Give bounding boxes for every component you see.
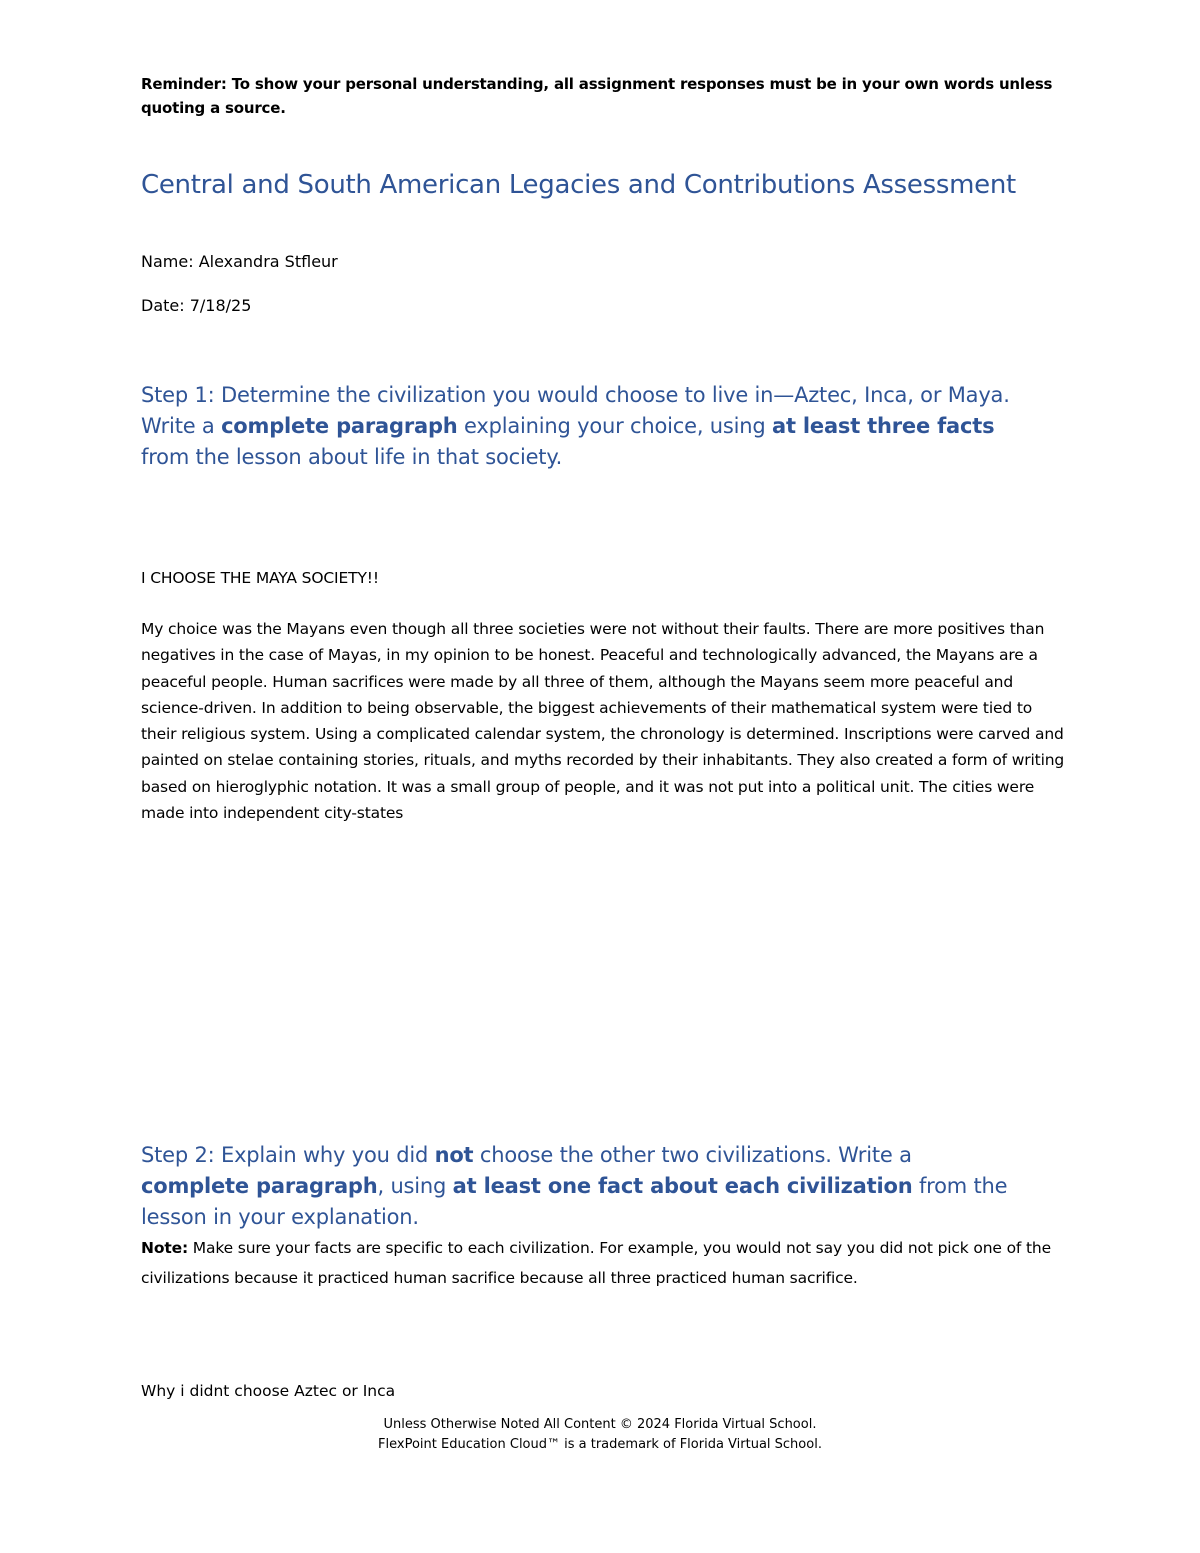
step-2-text-b: choose the other two civilizations. Write a — [473, 1143, 912, 1167]
reminder-notice — [141, 72, 1061, 120]
step-2-bold-c: at least one fact about each civilization — [452, 1174, 913, 1198]
step-1-text-b: explaining your choice, using — [457, 414, 772, 438]
step-1-bold-b: at least three facts — [772, 414, 995, 438]
answer-2-heading: Why i didnt choose Aztec or Inca — [141, 1382, 396, 1400]
reminder-text: To show your personal understanding, all assignment responses must be in your own words unless quoting a source. — [141, 75, 1053, 117]
footer-copyright: Unless Otherwise Noted All Content © 2024 Florida Virtual School. — [383, 1417, 817, 1432]
name-label: Name: — [141, 252, 194, 271]
note-label: Note: — [141, 1239, 188, 1257]
answer-1-paragraph: My choice was the Mayans even though all three societies were not without their faults. There are more positives than negatives in the case of Mayas, in my opinion to be honest. Peaceful and technologically advanced, the Mayans are a peaceful people. Human sacrifices were made by all three of them, although the Mayans seem more peaceful and science-driven. In addition to being observable, the biggest achievements of their mathematical system were tied to their religious system. Using a complicated calendar system, the chronology is determined. Inscriptions were carved and painted on stelae containing stories, rituals, and myths recorded by their inhabitants. They also created a form of writing based on hieroglyphic notation. It was a small group of people, and it was not put into a political unit. The cities were made into independent city-states — [141, 620, 1065, 823]
date-label: Date: — [141, 296, 185, 315]
step-2-text-a: Step 2: Explain why you did — [141, 1143, 435, 1167]
date-line — [141, 295, 1061, 317]
reminder-label: Reminder: — [141, 75, 227, 93]
step-2-text-c: , using — [377, 1174, 453, 1198]
footer-trademark: FlexPoint Education Cloud™ is a trademark of Florida Virtual School. — [378, 1437, 822, 1452]
step-2-prompt — [141, 1140, 1021, 1233]
date-value: 7/18/25 — [189, 296, 252, 315]
answer-1-heading: I CHOOSE THE MAYA SOCIETY!! — [141, 569, 379, 587]
step-2-bold-b: complete paragraph — [141, 1174, 378, 1198]
step-1-prompt — [141, 380, 1021, 473]
page-title: Central and South American Legacies and Contributions Assessment — [141, 170, 1016, 200]
student-name-line — [141, 251, 1061, 273]
step-2-bold-a: not — [434, 1143, 474, 1167]
name-value: Alexandra Stfleur — [198, 252, 338, 271]
step-1-bold-a: complete paragraph — [221, 414, 458, 438]
note-paragraph — [141, 1234, 1061, 1293]
step-1-text-c: from the lesson about life in that society. — [141, 445, 563, 469]
note-text: Make sure your facts are specific to each civilization. For example, you would not say you did not pick one of the civilizations because it practiced human sacrifice because all three practiced human sacrifice. — [141, 1239, 1051, 1287]
step-1-text-a: Step 1: Determine the civilization you would choose to live in—Aztec, Inca, or Maya. Write a — [141, 383, 1010, 438]
step-2-text-d: from the lesson in your explanation. — [141, 1174, 1008, 1229]
